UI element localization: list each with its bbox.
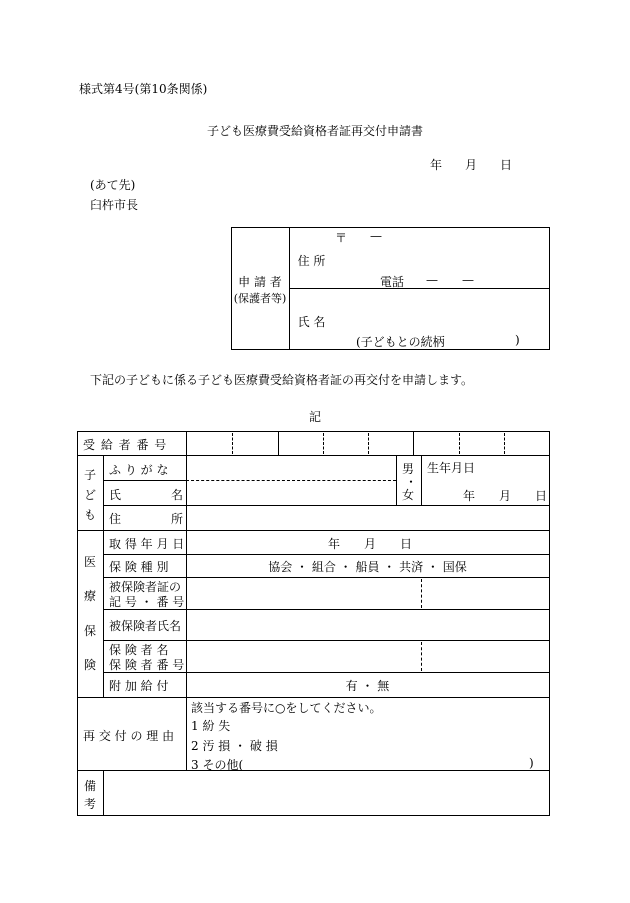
birth-day: 日 bbox=[535, 489, 548, 503]
additional-benefit-options: 有 ・ 無 bbox=[345, 679, 390, 693]
reason-option-other-close: ) bbox=[529, 756, 534, 770]
relation-close: ) bbox=[515, 333, 520, 347]
page-title: 子ども医療費受給資格者証再交付申請書 bbox=[206, 124, 423, 138]
ki-heading: 記 bbox=[308, 410, 321, 424]
birth-date-label: 生年月日 bbox=[427, 461, 476, 475]
insurance-side-1: 医 bbox=[84, 555, 97, 569]
addressee-label: (あて先) bbox=[90, 178, 136, 192]
child-side-2: ど bbox=[84, 488, 97, 502]
addressee: 臼杵市長 bbox=[90, 198, 139, 212]
relation-open: (子どもとの続柄 bbox=[356, 335, 445, 349]
acquisition-year: 年 bbox=[328, 537, 341, 551]
additional-benefit-label: 附 加 給 付 bbox=[109, 679, 169, 693]
applicant-guardian-label: (保護者等) bbox=[233, 292, 287, 305]
date-year: 年 bbox=[430, 158, 443, 172]
insurance-type-options: 協会 ・ 組合 ・ 船員 ・ 共済 ・ 国保 bbox=[268, 560, 467, 574]
insurance-side-4: 険 bbox=[84, 658, 97, 672]
form-number: 様式第4号(第10条関係) bbox=[79, 82, 208, 96]
child-name-label-right: 名 bbox=[171, 488, 184, 502]
reissue-reason-label: 再 交 付 の 理 由 bbox=[83, 729, 175, 743]
insurance-side-3: 保 bbox=[84, 624, 97, 638]
sex-female: 女 bbox=[402, 488, 415, 502]
date-day: 日 bbox=[500, 158, 513, 172]
birth-month: 月 bbox=[499, 489, 512, 503]
postal-dash: — bbox=[370, 229, 382, 243]
reason-option-damaged: 2 汚 損 ・ 破 損 bbox=[191, 739, 278, 753]
statement: 下記の子どもに係る子ども医療費受給資格者証の再交付を申請します。 bbox=[90, 373, 474, 387]
phone-label: 電話 bbox=[380, 275, 405, 289]
postal-mark: 〒 bbox=[335, 231, 348, 245]
acquisition-month: 月 bbox=[364, 537, 377, 551]
phone-dash-1: — bbox=[426, 273, 438, 287]
child-name-label-left: 氏 bbox=[109, 488, 122, 502]
acquisition-date-label: 取 得 年 月 日 bbox=[109, 537, 185, 551]
child-side-3: も bbox=[84, 508, 97, 522]
card-number-label-1: 被保険者証の bbox=[109, 580, 182, 594]
child-side-1: 子 bbox=[84, 468, 97, 482]
sex-male: 男 bbox=[402, 462, 415, 476]
reason-option-lost: 1 紛 失 bbox=[191, 719, 231, 733]
recipient-number-label: 受 給 者 番 号 bbox=[83, 438, 168, 452]
applicant-name-label: 氏 名 bbox=[297, 315, 326, 329]
remarks-label-1: 備 bbox=[84, 779, 97, 793]
birth-year: 年 bbox=[463, 489, 476, 503]
reason-option-other: 3 その他( bbox=[191, 758, 244, 772]
insurer-name-label: 保 険 者 名 bbox=[109, 643, 169, 657]
sex-dot: ・ bbox=[405, 475, 418, 489]
child-address-label-right: 所 bbox=[171, 512, 184, 526]
insurance-type-label: 保 険 種 別 bbox=[109, 560, 169, 574]
acquisition-day: 日 bbox=[400, 537, 413, 551]
remarks-label-2: 考 bbox=[84, 797, 97, 811]
applicant-label: 申 請 者 bbox=[238, 275, 282, 289]
insured-name-label: 被保険者氏名 bbox=[109, 619, 182, 633]
furigana-label: ふ り が な bbox=[109, 463, 169, 477]
child-address-label-left: 住 bbox=[109, 512, 122, 526]
reason-instruction: 該当する番号に○をしてください。 bbox=[191, 701, 382, 715]
insurance-side-2: 療 bbox=[84, 589, 97, 603]
insurer-number-label: 保 険 者 番 号 bbox=[109, 658, 185, 672]
phone-dash-2: — bbox=[462, 273, 474, 287]
applicant-address-label: 住 所 bbox=[297, 254, 326, 268]
card-number-label-2: 記 号 ・ 番 号 bbox=[109, 595, 185, 609]
date-month: 月 bbox=[465, 158, 478, 172]
